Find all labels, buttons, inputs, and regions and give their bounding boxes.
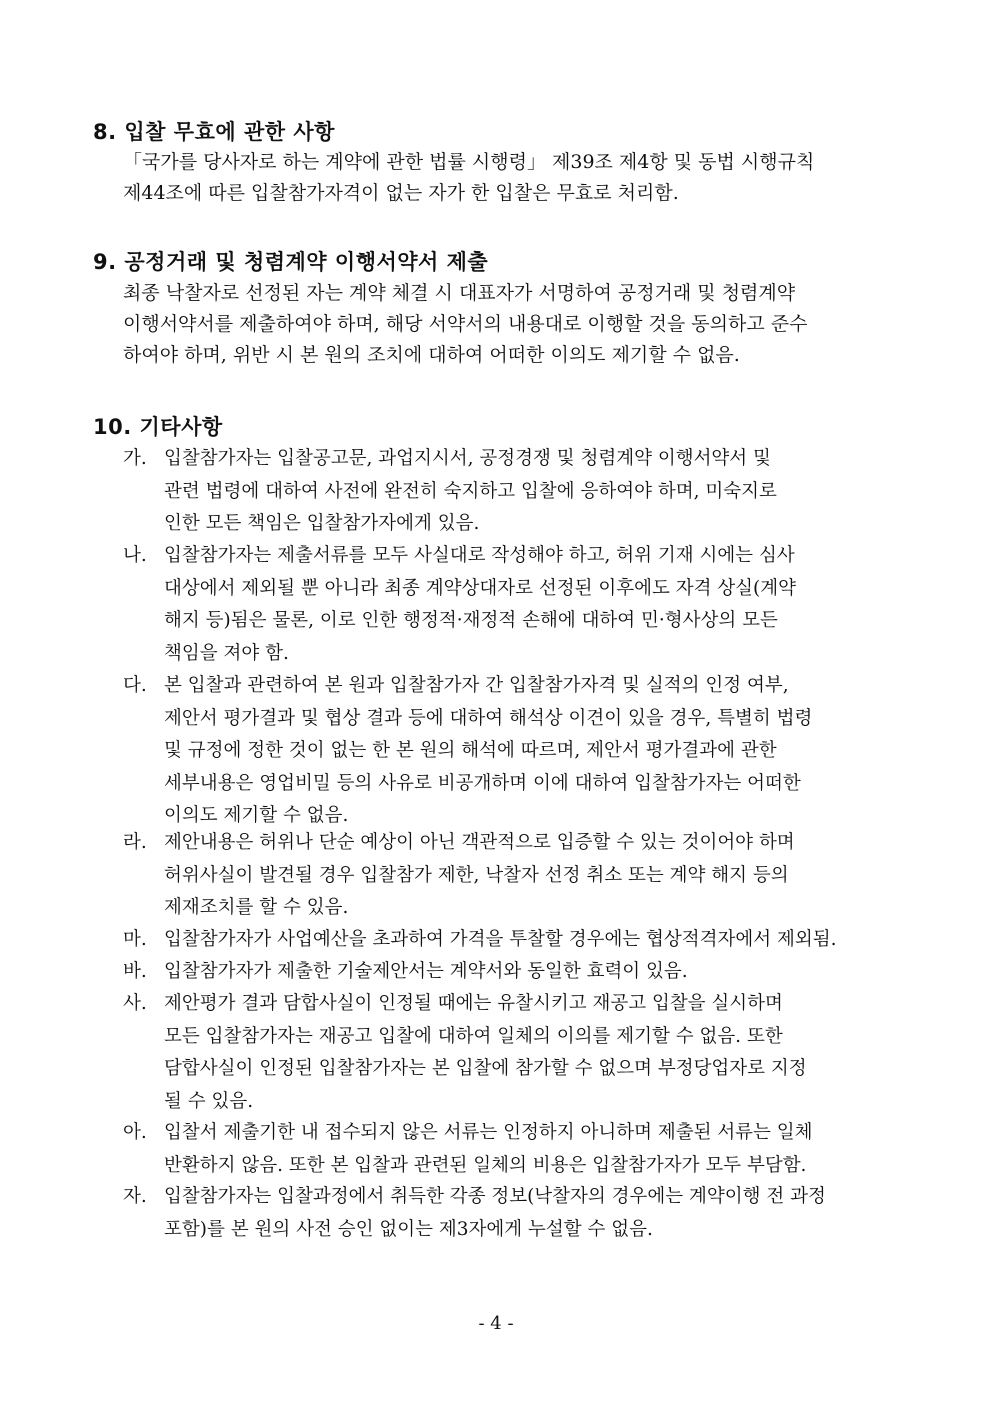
list-item-label: 마. — [123, 929, 147, 950]
list-item-line: 제재조치를 할 수 있음. — [164, 897, 349, 918]
section-8-line: 제44조에 따른 입찰참가자격이 없는 자가 한 입찰은 무효로 처리함. — [123, 182, 679, 204]
section-8-body — [123, 147, 895, 209]
list-item-ma — [123, 924, 898, 957]
section-8-line: 「국가를 당사자로 하는 계약에 관한 법률 시행령」 제39조 제4항 및 동법 시행규칙 — [123, 151, 815, 173]
section-9-heading: 9. 공정거래 및 청렴계약 이행서약서 제출 — [93, 250, 489, 274]
section-9-body — [123, 278, 895, 371]
list-item-line: 책임을 져야 함. — [164, 642, 289, 664]
section-9-line: 최종 낙찰자로 선정된 자는 계약 체결 시 대표자가 서명하여 공정거래 및 청렴계약 — [123, 282, 796, 304]
list-item-label: 라. — [123, 832, 147, 853]
list-item-line: 입찰참가자가 사업예산을 초과하여 가격을 투찰할 경우에는 협상적격자에서 제외됨. — [164, 929, 837, 950]
list-item-line: 담합사실이 인정된 입찰참가자는 본 입찰에 참가할 수 없으며 부정당업자로 지정 — [164, 1058, 807, 1079]
page-number: - 4 - — [478, 1313, 514, 1334]
list-item-line: 입찰서 제출기한 내 접수되지 않은 서류는 인정하지 아니하며 제출된 서류는 일체 — [164, 1122, 813, 1143]
list-item-sa — [123, 988, 898, 1118]
section-9-line: 이행서약서를 제출하여야 하며, 해당 서약서의 내용대로 이행할 것을 동의하고 준수 — [123, 313, 808, 335]
list-item-line: 입찰참가자는 제출서류를 모두 사실대로 작성해야 하고, 허위 기재 시에는 심사 — [164, 545, 795, 566]
list-item-label: 바. — [123, 961, 147, 982]
list-item-line: 세부내용은 영업비밀 등의 사유로 비공개하며 이에 대하여 입찰참가자는 어떠한 — [164, 772, 801, 794]
list-item-line: 제안서 평가결과 및 협상 결과 등에 대하여 해석상 이견이 있을 경우, 특별히 법령 — [164, 707, 813, 729]
list-item-ga — [123, 443, 898, 541]
section-9-line: 하여야 하며, 위반 시 본 원의 조치에 대하여 어떠한 이의도 제기할 수 없음. — [123, 344, 740, 366]
list-item-line: 해지 등)됨은 물론, 이로 인한 행정적·재정적 손해에 대하여 민·형사상의 모든 — [164, 610, 778, 631]
list-item-label: 사. — [123, 993, 147, 1014]
list-item-line: 인한 모든 책임은 입찰참가자에게 있음. — [164, 513, 480, 534]
list-item-da — [123, 670, 898, 833]
list-item-line: 반환하지 않음. 또한 본 입찰과 관련된 일체의 비용은 입찰참가자가 모두 부담함. — [164, 1154, 807, 1176]
list-item-label: 자. — [123, 1186, 147, 1207]
list-item-line: 제안평가 결과 담합사실이 인정될 때에는 유찰시키고 재공고 입찰을 실시하며 — [164, 993, 783, 1014]
list-item-line: 관련 법령에 대하여 사전에 완전히 숙지하고 입찰에 응하여야 하며, 미숙지로 — [164, 480, 777, 502]
list-item-line: 이의도 제기할 수 없음. — [164, 805, 349, 826]
list-item-line: 모든 입찰참가자는 재공고 입찰에 대하여 일체의 이의를 제기할 수 없음. 또한 — [164, 1025, 783, 1047]
list-item-line: 본 입찰과 관련하여 본 원과 입찰참가자 간 입찰참가자격 및 실적의 인정 여부, — [164, 675, 789, 696]
list-item-label: 다. — [123, 675, 147, 696]
list-item-line: 제안내용은 허위나 단순 예상이 아닌 객관적으로 입증할 수 있는 것이어야 하며 — [164, 832, 795, 853]
list-item-na — [123, 540, 898, 670]
list-item-line: 될 수 있음. — [164, 1090, 254, 1112]
section-8-heading: 8. 입찰 무효에 관한 사항 — [93, 120, 335, 144]
list-item-a — [123, 1117, 898, 1182]
list-item-line: 입찰참가자는 입찰공고문, 과업지시서, 공정경쟁 및 청렴계약 이행서약서 및 — [164, 448, 771, 469]
list-item-ja — [123, 1181, 898, 1246]
list-item-ra — [123, 827, 898, 925]
list-item-line: 입찰참가자가 제출한 기술제안서는 계약서와 동일한 효력이 있음. — [164, 961, 688, 982]
list-item-line: 및 규정에 정한 것이 없는 한 본 원의 해석에 따르며, 제안서 평가결과에 관한 — [164, 740, 777, 761]
list-item-label: 아. — [123, 1122, 147, 1143]
list-item-line: 입찰참가자는 입찰과정에서 취득한 각종 정보(낙찰자의 경우에는 계약이행 전 과정 — [164, 1186, 826, 1207]
list-item-line: 포함)를 본 원의 사전 승인 없이는 제3자에게 누설할 수 없음. — [164, 1218, 653, 1240]
list-item-line: 허위사실이 발견될 경우 입찰참가 제한, 낙찰자 선정 취소 또는 계약 해지 등의 — [164, 864, 789, 886]
section-10-heading: 10. 기타사항 — [93, 415, 223, 439]
list-item-ba — [123, 956, 898, 989]
list-item-label: 가. — [123, 448, 147, 469]
list-item-line: 대상에서 제외될 뿐 아니라 최종 계약상대자로 선정된 이후에도 자격 상실(계약 — [164, 577, 797, 599]
list-item-label: 나. — [123, 545, 147, 566]
